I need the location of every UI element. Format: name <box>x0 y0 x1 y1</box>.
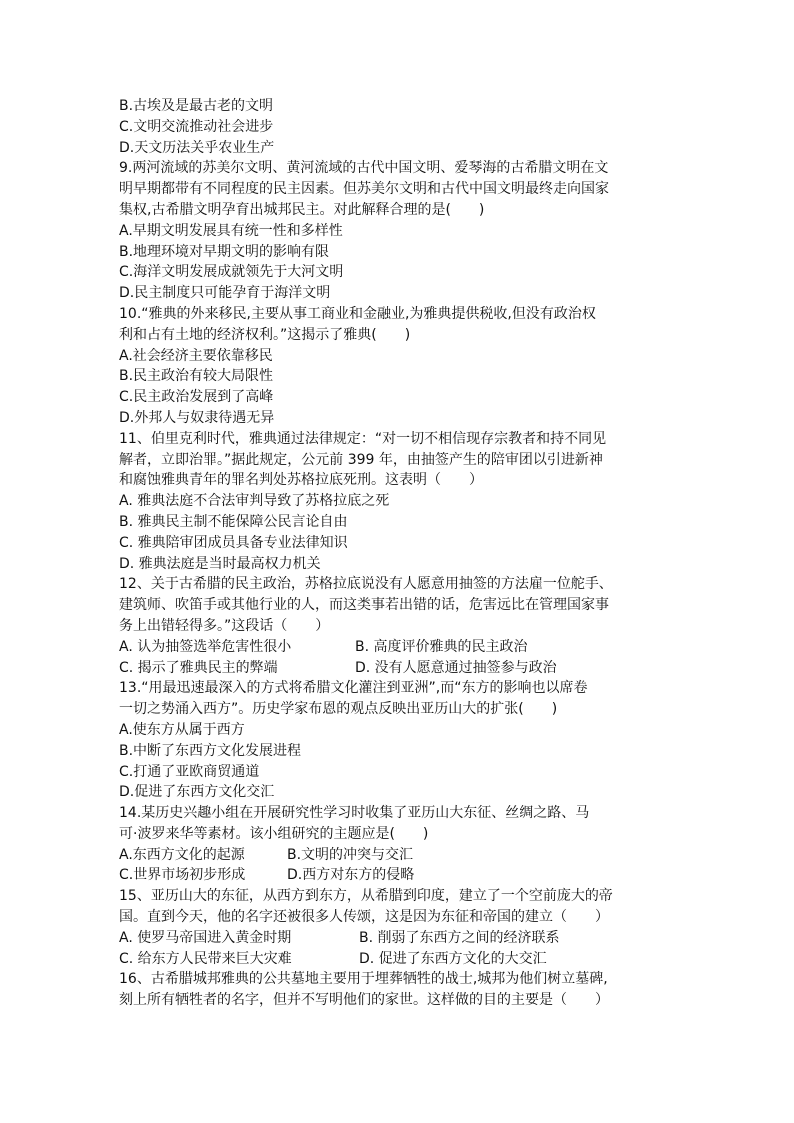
q11-stem-line-1: 11、伯里克利时代，雅典通过法律规定：“对一切不相信现存宗教者和持不同见 <box>119 430 607 447</box>
exam-page <box>119 96 679 1011</box>
q13-option-b: B.中断了东西方文化发展进程 <box>119 742 302 759</box>
q15-option-d: D. 促进了东西方文化的大交汇 <box>359 950 547 967</box>
q12-stem-line-2: 建筑师、吹笛手或其他行业的人，而这类事若出错的话，危害远比在管理国家事 <box>119 597 609 614</box>
q10-option-c: C.民主政治发展到了高峰 <box>119 389 274 406</box>
q8-option-d: D.天文历法关乎农业生产 <box>119 139 275 156</box>
q16-stem-line-1: 16、古希腊城邦雅典的公共墓地主要用于埋葬牺牲的战士,城邦为他们树立墓碑, <box>119 971 608 988</box>
q12-option-a: A. 认为抽签选举危害性很小 <box>119 638 292 655</box>
q9-option-c: C.海洋文明发展成就领先于大河文明 <box>119 264 344 281</box>
q12-option-c: C. 揭示了雅典民主的弊端 <box>119 659 278 676</box>
q15-option-c: C. 给东方人民带来巨大灾难 <box>119 950 292 967</box>
q9-option-d: D.民主制度只可能孕育于海洋文明 <box>119 285 331 302</box>
q15-stem-line-1: 15、亚历山大的东征，从西方到东方，从希腊到印度，建立了一个空前庞大的帝 <box>119 888 613 905</box>
q8-option-c: C.文明交流推动社会进步 <box>119 118 274 135</box>
q12-option-d: D. 没有人愿意通过抽签参与政治 <box>355 659 557 676</box>
q14-option-a: A.东西方文化的起源 <box>119 846 245 863</box>
q10-stem-line-2: 利和占有土地的经济权利。”这揭示了雅典( ) <box>119 326 411 343</box>
q11-option-c: C. 雅典陪审团成员具备专业法律知识 <box>119 534 348 551</box>
q10-option-d: D.外邦人与奴隶待遇无异 <box>119 409 275 426</box>
q13-stem-line-2: 一切之势涌入西方”。历史学家布恩的观点反映出亚历山大的扩张( ) <box>119 701 558 718</box>
q15-option-b: B. 削弱了东西方之间的经济联系 <box>359 929 560 946</box>
q8-option-b: B.古埃及是最古老的文明 <box>119 98 274 114</box>
q10-option-a: A.社会经济主要依靠移民 <box>119 347 273 364</box>
q9-option-a: A.早期文明发展具有统一性和多样性 <box>119 222 343 239</box>
q14-option-c: C.世界市场初步形成 <box>119 867 246 884</box>
q12-stem-line-1: 12、关于古希腊的民主政治，苏格拉底说没有人愿意用抽签的方法雇一位舵手、 <box>119 576 613 593</box>
q13-option-d: D.促进了东西方文化交汇 <box>119 784 275 801</box>
q12-options-row-1 <box>119 637 679 658</box>
q15-options-row-1 <box>119 928 679 949</box>
q14-option-d: D.西方对东方的侵略 <box>287 867 415 884</box>
q14-option-b: B.文明的冲突与交汇 <box>287 846 414 863</box>
q9-option-b: B.地理环境对早期文明的影响有限 <box>119 243 330 260</box>
q10-stem-line-1: 10.“雅典的外来移民,主要从事工商业和金融业,为雅典提供税收,但没有政治权 <box>119 305 596 322</box>
q11-stem-line-2: 解者，立即治罪。”据此规定，公元前 399 年，由抽签产生的陪审团以引进新神 <box>119 451 603 468</box>
q12-option-b: B. 高度评价雅典的民主政治 <box>355 638 528 655</box>
q9-stem-line-1: 9.两河流域的苏美尔文明、黄河流域的古代中国文明、爱琴海的古希腊文明在文 <box>119 160 609 177</box>
q9-stem-line-3: 集权,古希腊文明孕育出城邦民主。对此解释合理的是( ) <box>119 201 485 218</box>
q9-stem-line-2: 明早期都带有不同程度的民主因素。但苏美尔文明和古代中国文明最终走向国家 <box>119 181 609 198</box>
q16-stem-line-2: 刻上所有牺牲者的名字，但并不写明他们的家世。这样做的目的主要是（ ） <box>119 992 609 1009</box>
q12-options-row-2 <box>119 658 679 679</box>
q11-option-b: B. 雅典民主制不能保障公民言论自由 <box>119 513 348 530</box>
q14-stem-line-1: 14.某历史兴趣小组在开展研究性学习时收集了亚历山大东征、丝绸之路、马 <box>119 805 590 822</box>
q15-options-row-2 <box>119 949 679 970</box>
q14-options-row-2 <box>119 865 679 886</box>
q13-option-a: A.使东方从属于西方 <box>119 721 245 738</box>
q14-stem-line-2: 可·波罗来华等素材。该小组研究的主题应是( ) <box>119 825 429 842</box>
q15-stem-line-2: 国。直到今天，他的名字还被很多人传颂，这是因为东征和帝国的建立（ ） <box>119 909 609 926</box>
q13-stem-line-1: 13.“用最迅速最深入的方式将希腊文化灌注到亚洲”,而“东方的影响也以席卷 <box>119 680 588 697</box>
q14-options-row-1 <box>119 845 679 866</box>
q13-option-c: C.打通了亚欧商贸通道 <box>119 763 260 780</box>
q10-option-b: B.民主政治有较大局限性 <box>119 368 274 385</box>
q11-option-a: A. 雅典法庭不合法审判导致了苏格拉底之死 <box>119 493 390 510</box>
q11-stem-line-3: 和腐蚀雅典青年的罪名判处苏格拉底死刑。这表明（ ） <box>119 472 483 489</box>
q15-option-a: A. 使罗马帝国进入黄金时期 <box>119 929 292 946</box>
q12-stem-line-3: 务上出错轻得多。”这段话（ ） <box>119 617 330 634</box>
q11-option-d: D. 雅典法庭是当时最高权力机关 <box>119 555 321 572</box>
